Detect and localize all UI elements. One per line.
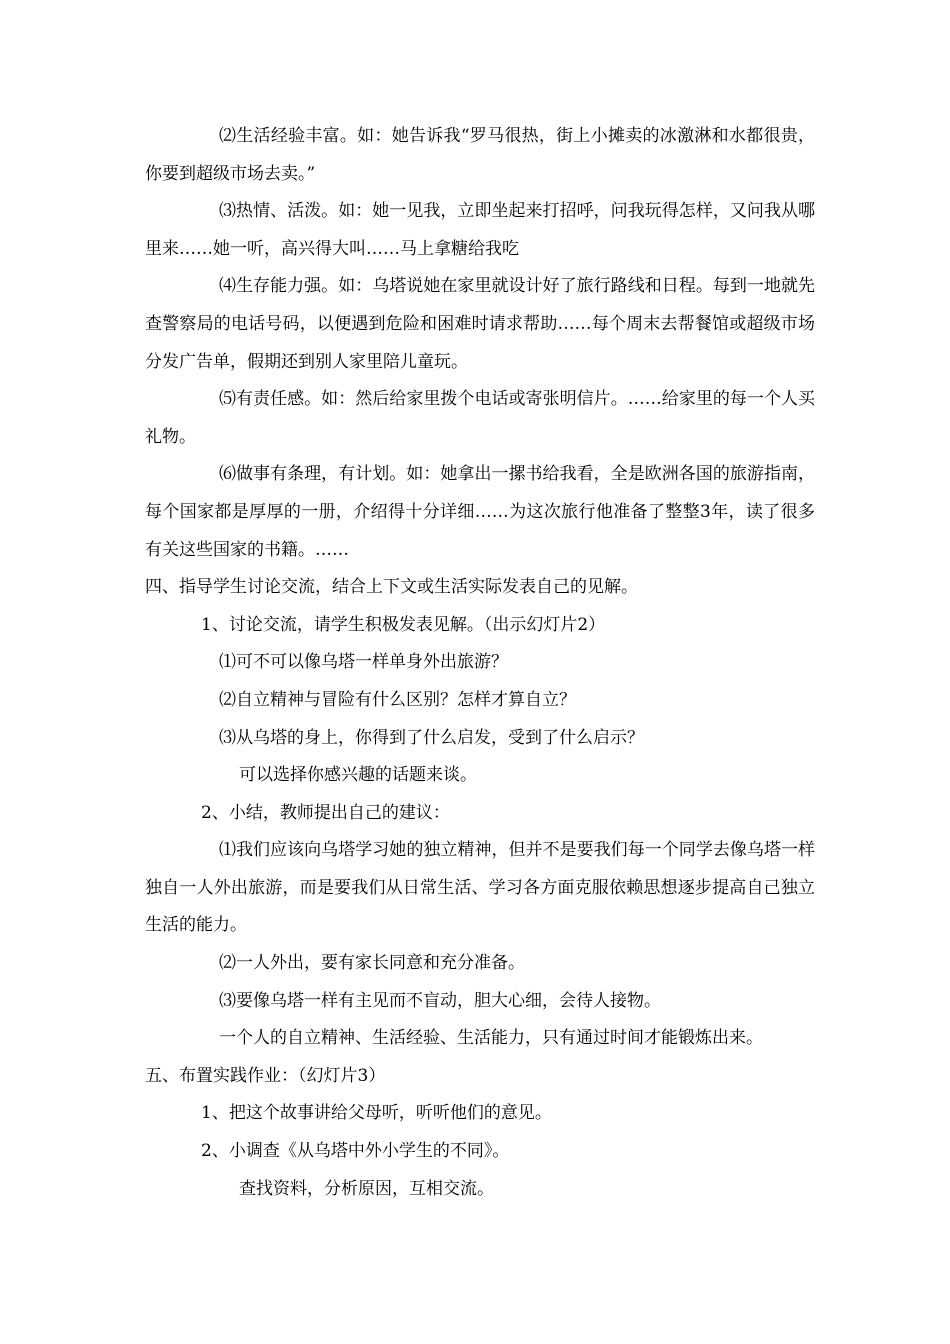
document-body — [145, 118, 815, 1208]
list-item: ⑴我们应该向乌塔学习她的独立精神，但并不是要我们每一个同学去像乌塔一样独自一人外出旅游，而是要我们从日常生活、学习各方面克服依赖思想逐步提高自己独立生活的能力。 — [145, 840, 815, 936]
paragraph: ⑹做事有条理，有计划。如：她拿出一摞书给我看，全是欧洲各国的旅游指南，每个国家都是厚厚的一册，介绍得十分详细……为这次旅行他准备了整整3年，读了很多有关这些国家的书籍。…… — [145, 464, 815, 560]
paragraph: 查找资料，分析原因，互相交流。 — [239, 1178, 494, 1199]
list-item: ⑴可不可以像乌塔一样单身外出旅游？ — [219, 652, 508, 673]
list-item: 2、小结，教师提出自己的建议： — [201, 802, 450, 823]
paragraph: ⑸有责任感。如：然后给家里拨个电话或寄张明信片。……给家里的每一个人买礼物。 — [145, 389, 815, 447]
section-heading: 五、布置实践作业：（幻灯片3） — [145, 1065, 386, 1086]
list-item: ⑶要像乌塔一样有主见而不盲动，胆大心细，会待人接物。 — [219, 990, 661, 1011]
paragraph: ⑵生活经验丰富。如：她告诉我“罗马很热，街上小摊卖的冰激淋和水都很贵，你要到超级市场去卖。” — [145, 126, 815, 184]
list-item: 2、小调查《从乌塔中外小学生的不同》。 — [201, 1141, 510, 1162]
paragraph: 一个人的自立精神、生活经验、生活能力，只有通过时间才能锻炼出来。 — [219, 1028, 763, 1049]
list-item: ⑵自立精神与冒险有什么区别？怎样才算自立？ — [219, 689, 576, 710]
list-item: ⑵一人外出，要有家长同意和充分准备。 — [219, 953, 525, 974]
section-heading: 四、指导学生讨论交流，结合上下文或生活实际发表自己的见解。 — [145, 577, 638, 598]
list-item: 1、讨论交流，请学生积极发表见解。（出示幻灯片2） — [201, 614, 606, 635]
paragraph: ⑶热情、活泼。如：她一见我，立即坐起来打招呼，问我玩得怎样，又问我从哪里来……她一听，高兴得大叫……马上拿糖给我吃 — [145, 201, 815, 259]
paragraph: ⑷生存能力强。如：乌塔说她在家里就设计好了旅行路线和日程。每到一地就先查警察局的电话号码，以便遇到危险和困难时请求帮助……每个周末去帮餐馆或超级市场分发广告单，假期还到别人家里陪儿童玩。 — [145, 276, 815, 372]
paragraph: 可以选择你感兴趣的话题来谈。 — [239, 765, 477, 786]
list-item: ⑶从乌塔的身上，你得到了什么启发，受到了什么启示？ — [219, 727, 644, 748]
list-item: 1、把这个故事讲给父母听，听听他们的意见。 — [201, 1103, 552, 1124]
